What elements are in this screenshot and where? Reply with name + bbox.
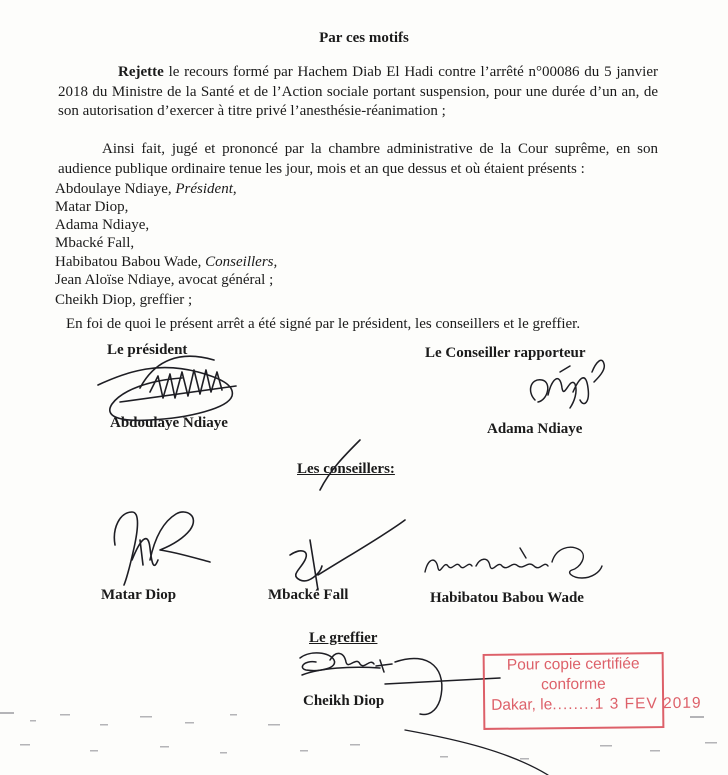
greffier-name: Cheikh Diop	[303, 693, 385, 709]
rejette-word: Rejette	[118, 64, 164, 80]
member-line: Habibatou Babou Wade, Conseillers,	[55, 254, 278, 270]
president-signature	[98, 356, 236, 420]
conseiller-name: Mbacké Fall	[268, 587, 349, 603]
section-heading: Par ces motifs	[319, 30, 409, 46]
matar-diop-signature	[114, 512, 210, 585]
member-line: Mbacké Fall,	[55, 235, 135, 251]
president-title: Le président	[107, 342, 188, 358]
rapporteur-title: Le Conseiller rapporteur	[425, 345, 586, 361]
member-line: Matar Diop,	[55, 199, 129, 215]
rejette-text: le recours formé par Hachem Diab El Hadi contre l’arrêté n°00086 du 5 janvier 2018 du Ministre de la Santé et de l’Action sociale portant suspension, pour une durée d’un an, de son autorisation d’exercer à titre privé l’anesthésie-réanimation ;	[58, 64, 658, 119]
member-line: Jean Aloïse Ndiaye, avocat général ;	[55, 272, 274, 288]
president-name: Abdoulaye Ndiaye	[110, 415, 228, 431]
paragraph-ainsi-fait: Ainsi fait, jugé et prononcé par la chambre administrative de la Cour suprême, en son audience publique ordinaire tenue les jour, mois et an que dessus et où étaient présents :	[58, 141, 658, 177]
rapporteur-name: Adama Ndiaye	[487, 421, 583, 437]
rapporteur-signature	[531, 360, 605, 408]
photocopy-noise	[0, 700, 728, 775]
greffier-title: Le greffier	[309, 630, 378, 646]
member-line: Cheikh Diop, greffier ;	[55, 292, 193, 308]
closing-sentence: En foi de quoi le présent arrêt a été signé par le président, les conseillers et le greffier.	[66, 316, 581, 332]
habibatou-wade-signature	[425, 547, 602, 578]
stamp-line: conforme	[541, 675, 606, 694]
conseillers-title: Les conseillers:	[297, 461, 395, 477]
stamp-line: Pour copie certifiée	[506, 655, 640, 674]
conseiller-name: Matar Diop	[101, 587, 177, 603]
stamp-date-line: Dakar, le........1 3 FEV 2019	[491, 694, 702, 714]
member-line: Abdoulaye Ndiaye, Président,	[55, 181, 237, 197]
mbacke-fall-signature	[290, 440, 405, 590]
member-line: Adama Ndiaye,	[55, 217, 150, 233]
conseiller-name: Habibatou Babou Wade	[430, 590, 584, 606]
